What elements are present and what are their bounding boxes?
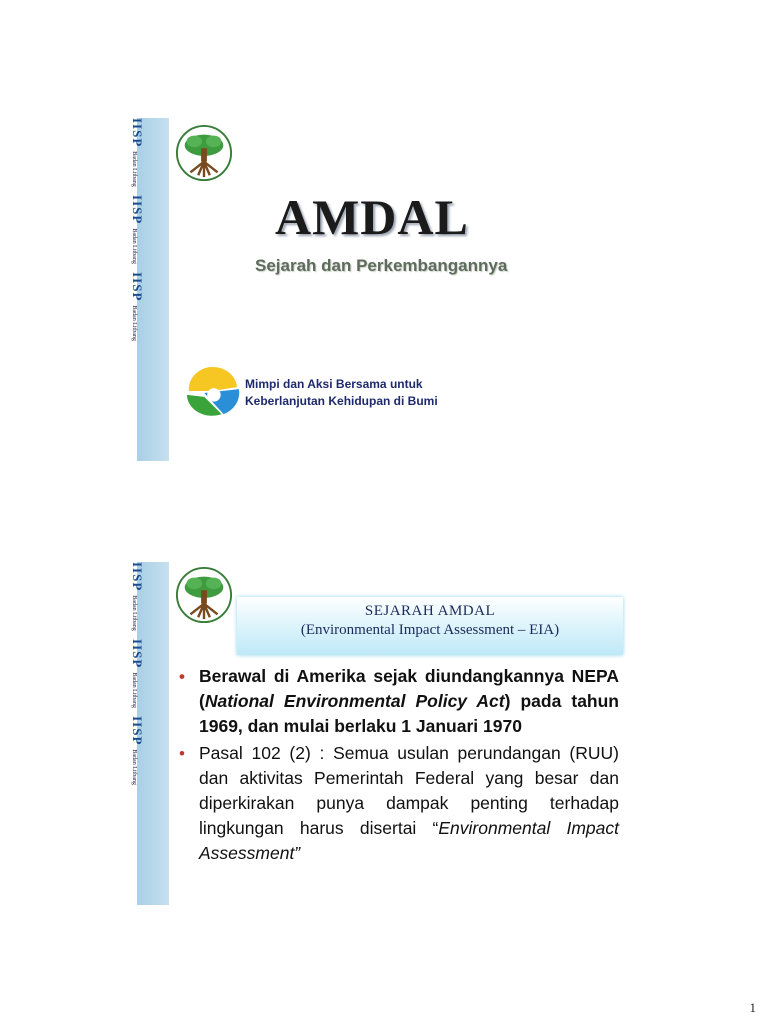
section-header: [237, 597, 623, 655]
side-band: [130, 118, 169, 461]
header-title: SEJARAH AMDAL: [364, 603, 496, 619]
tree-logo-icon: [175, 566, 233, 624]
side-band: [130, 562, 169, 905]
page-number: 1: [749, 1000, 756, 1015]
slide-2: [130, 562, 630, 905]
band-logo-text: IISPBadan Litbang IISPBadan Litbang IISPBadan Litbang: [130, 562, 145, 785]
swirl-logo-icon: [183, 366, 241, 418]
slide-1: [130, 118, 630, 461]
band-logo-text: IISPBadan Litbang IISPBadan Litbang IISPBadan Litbang: [130, 118, 145, 341]
bullet-list: [179, 664, 619, 866]
bullet-item-1: • Berawal di Amerika sejak diundangkannya NEPA (National Environmental Policy Act) pada tahun 1969, dan mulai berlaku 1 Januari 1970: [179, 666, 619, 736]
bullet-icon: •: [179, 667, 185, 686]
motto-text: Mimpi dan Aksi Bersama untuk Keberlanjutan Kehidupan di Bumi: [245, 377, 438, 408]
bullet-item-2: • Pasal 102 (2) : Semua usulan perundangan (RUU) dan aktivitas Pemerintah Federal yang besar dan diperkirakan punya dampak penting terhadap lingkungan harus disertai “Environmental Impact Assessment”: [179, 743, 619, 863]
slide-title: AMDAL: [275, 189, 469, 245]
tree-logo-icon: [175, 124, 233, 182]
slide-subtitle: Sejarah dan Perkembangannya: [255, 256, 508, 275]
header-subtitle: (Environmental Impact Assessment – EIA): [300, 622, 560, 638]
bullet-icon: •: [179, 744, 185, 763]
